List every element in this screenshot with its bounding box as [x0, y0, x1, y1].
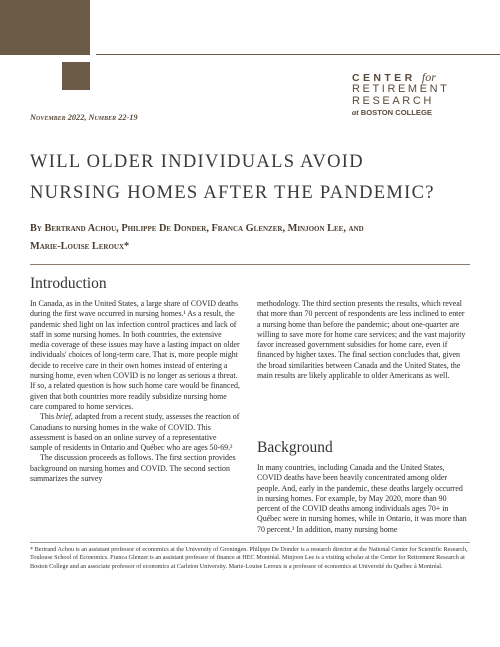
intro-paragraph-3: The discussion proceeds as follows. The first section provides background on nursing homes and COVID. The second section summarizes the survey	[30, 453, 236, 484]
heading-introduction: Introduction	[30, 275, 107, 292]
column-right-bottom	[257, 463, 469, 535]
intro-paragraph-4: methodology. The third section presents the results, which reveal that more than 70 percent of respondents are less inclined to enter a nursing home than before the pandemic; about one-quarter are willing to save more for home care services; and the vast majority favor increased government subsidies for home care, even if financed by higher taxes. The final section concludes that, given the broad similarities between Canada and the United States, the main results are likely applicable to older Americans as well.	[257, 299, 466, 381]
intro-paragraph-1: In Canada, as in the United States, a large share of COVID deaths during the first wave occurred in nursing homes.¹ As a result, the pandemic shed light on lax infection control practices and lack of staff in some nursing homes. In both countries, the extensive media coverage of these issues may have a lasting impact on older individuals' choices of long-term care. That is, more people might decide to receive care in their own homes instead of entering a nursing home, even when COVID is no longer as serious a threat. If so, a related question is how such home care would be financed, given that both countries more readily subsidize nursing home care compared to home services.	[30, 299, 240, 411]
title-line-1: WILL OLDER INDIVIDUALS AVOID	[30, 152, 364, 172]
brief-title	[30, 147, 490, 209]
column-left	[30, 299, 240, 484]
footnote-rule	[30, 542, 470, 543]
header-block-small	[62, 62, 90, 90]
crr-logo: CENTER for RETIREMENT RESEARCH at BOSTON COLLEGE	[352, 70, 450, 117]
header-rule	[96, 54, 500, 55]
title-line-2: NURSING HOMES AFTER THE PANDEMIC?	[30, 183, 435, 203]
issue-date: November 2022, Number 22-19	[30, 113, 138, 122]
section-divider	[30, 264, 470, 265]
column-right-top	[257, 299, 469, 381]
authors: By Bertrand Achou, Philippe De Donder, Franca Glenzer, Minjoon Lee, and Marie-Louise Leroux*	[30, 223, 364, 252]
background-paragraph-1: In many countries, including Canada and the United States, COVID deaths have been heavily concentrated among older people. And, early in the pandemic, these deaths largely occurred in nursing homes. For example, by May 2020, more than 90 percent of the COVID deaths among individuals ages 70+ in Québec were in nursing homes, while in Ontario, it was more than 70 percent.³ In addition, many nursing home	[257, 463, 467, 534]
intro-paragraph-2: This brief, adapted from a recent study, assesses the reaction of Canadians to nursing homes in the wake of COVID. This assessment is based on an online survey of a representative sample of residents in Ontario and Québec who are ages 50-69.²	[30, 412, 240, 453]
heading-background: Background	[257, 439, 333, 456]
header-block-large	[0, 0, 90, 55]
author-footnote: * Bertrand Achou is an assistant professor of economics at the University of Groningen. Philippe De Donder is a research director at the National Center for Scientific Research, Toulouse School of Economics. Franca Glenzer is an assistant professor of finance at HEC Montréal. Minjoon Lee is a visiting scholar at the Center for Retirement Research at Boston College and an associate professor of economics at Carleton University. Marie-Louise Leroux is a professor of economics at Université du Québec à Montréal.	[30, 546, 468, 570]
